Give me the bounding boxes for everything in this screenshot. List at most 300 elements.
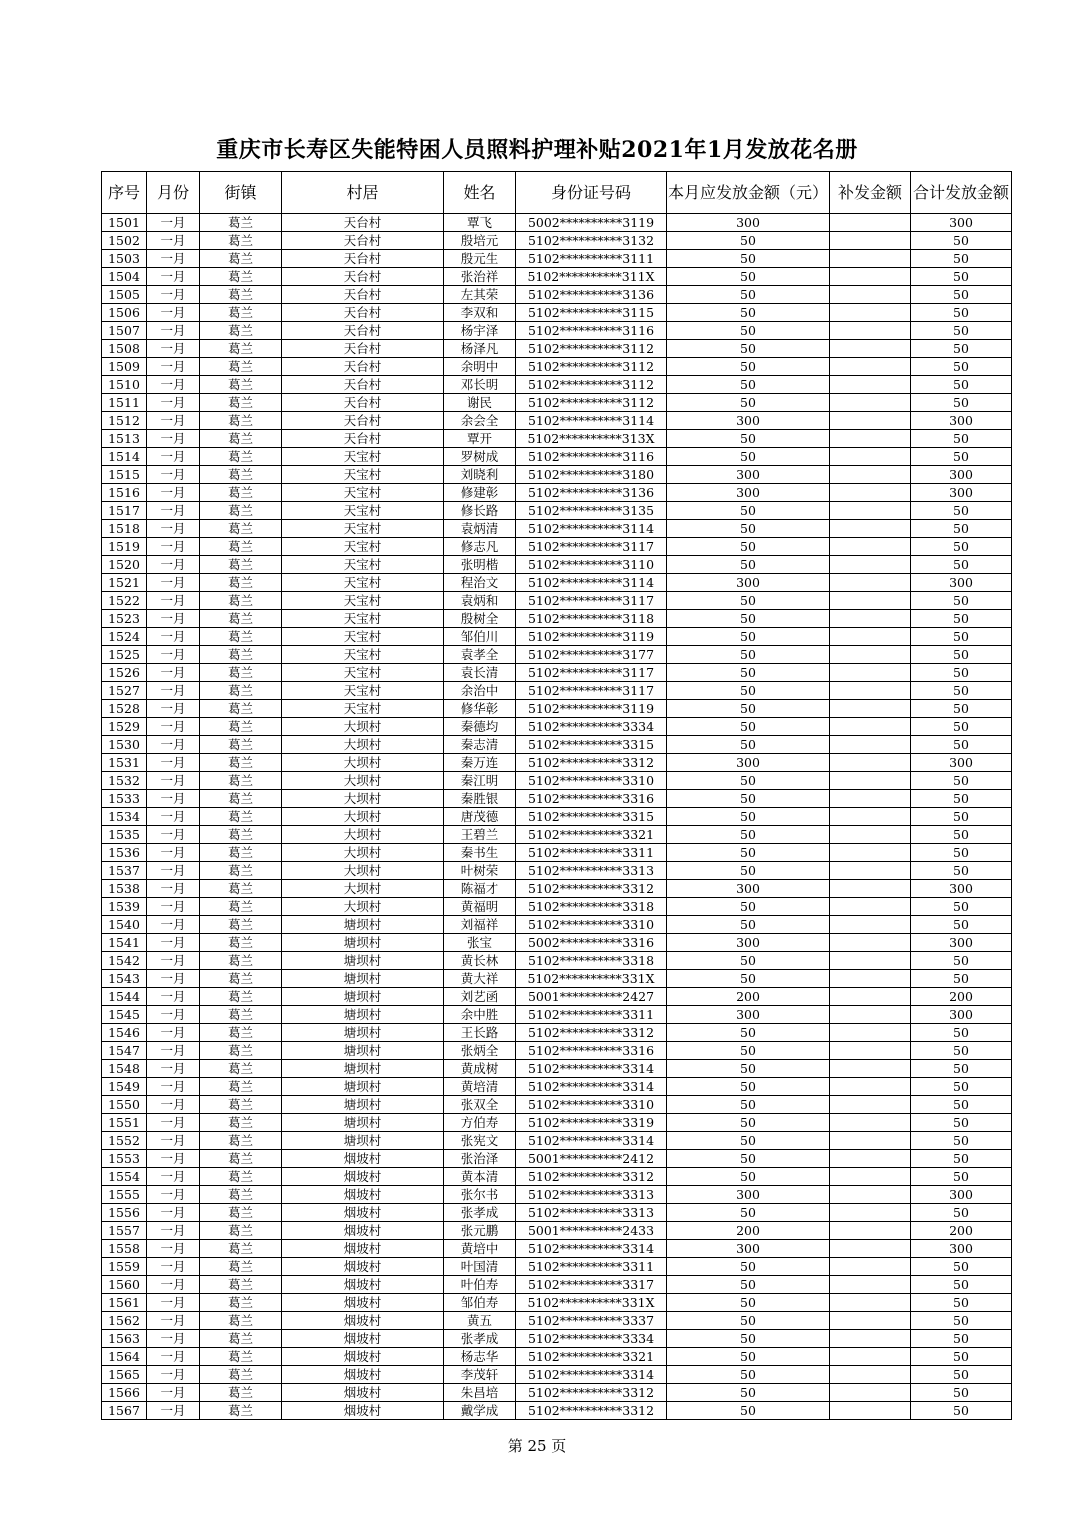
- village-cell: 烟坡村: [282, 1240, 444, 1258]
- total-cell: 50: [911, 1168, 1012, 1186]
- serial-cell: 1565: [102, 1366, 147, 1384]
- table-row: [102, 1222, 1012, 1240]
- name-cell: 杨泽凡: [444, 340, 516, 358]
- serial-cell: 1531: [102, 754, 147, 772]
- id-number-cell: 5102**********3316: [516, 790, 667, 808]
- serial-cell: 1524: [102, 628, 147, 646]
- town-cell: 葛兰: [200, 898, 282, 916]
- amount-due-cell: 50: [667, 664, 830, 682]
- table-row: [102, 1276, 1012, 1294]
- month-cell: 一月: [147, 988, 200, 1006]
- serial-cell: 1552: [102, 1132, 147, 1150]
- village-cell: 塘坝村: [282, 1024, 444, 1042]
- village-cell: 大坝村: [282, 844, 444, 862]
- table-row: [102, 358, 1012, 376]
- village-cell: 塘坝村: [282, 1114, 444, 1132]
- month-cell: 一月: [147, 1348, 200, 1366]
- total-cell: 50: [911, 376, 1012, 394]
- town-cell: 葛兰: [200, 1222, 282, 1240]
- village-cell: 大坝村: [282, 862, 444, 880]
- id-number-cell: 5102**********3315: [516, 808, 667, 826]
- serial-cell: 1502: [102, 232, 147, 250]
- id-number-cell: 5001**********2412: [516, 1150, 667, 1168]
- id-number-cell: 5002**********3316: [516, 934, 667, 952]
- supplement-cell: [830, 1168, 911, 1186]
- supplement-cell: [830, 790, 911, 808]
- name-cell: 刘艺函: [444, 988, 516, 1006]
- amount-due-cell: 50: [667, 1366, 830, 1384]
- amount-due-cell: 50: [667, 1114, 830, 1132]
- serial-cell: 1560: [102, 1276, 147, 1294]
- table-row: [102, 1006, 1012, 1024]
- amount-due-cell: 300: [667, 574, 830, 592]
- town-cell: 葛兰: [200, 286, 282, 304]
- village-cell: 烟坡村: [282, 1222, 444, 1240]
- name-cell: 修长路: [444, 502, 516, 520]
- serial-cell: 1508: [102, 340, 147, 358]
- table-row: [102, 1132, 1012, 1150]
- supplement-cell: [830, 592, 911, 610]
- village-cell: 塘坝村: [282, 934, 444, 952]
- month-cell: 一月: [147, 664, 200, 682]
- month-cell: 一月: [147, 790, 200, 808]
- name-cell: 余治中: [444, 682, 516, 700]
- village-cell: 烟坡村: [282, 1204, 444, 1222]
- table-row: [102, 538, 1012, 556]
- village-cell: 天宝村: [282, 664, 444, 682]
- amount-due-cell: 300: [667, 934, 830, 952]
- id-number-cell: 5102**********331X: [516, 970, 667, 988]
- name-cell: 余会全: [444, 412, 516, 430]
- table-row: [102, 448, 1012, 466]
- serial-cell: 1545: [102, 1006, 147, 1024]
- month-cell: 一月: [147, 844, 200, 862]
- month-cell: 一月: [147, 1150, 200, 1168]
- name-cell: 邹伯寿: [444, 1294, 516, 1312]
- town-cell: 葛兰: [200, 1096, 282, 1114]
- table-row: [102, 1312, 1012, 1330]
- amount-due-cell: 50: [667, 1060, 830, 1078]
- name-cell: 黄培清: [444, 1078, 516, 1096]
- id-number-cell: 5102**********311X: [516, 268, 667, 286]
- table-row: [102, 718, 1012, 736]
- month-cell: 一月: [147, 1168, 200, 1186]
- table-row: [102, 556, 1012, 574]
- village-cell: 塘坝村: [282, 1060, 444, 1078]
- col-header-id-number: 身份证号码: [516, 172, 667, 214]
- name-cell: 黄长林: [444, 952, 516, 970]
- name-cell: 张治泽: [444, 1150, 516, 1168]
- id-number-cell: 5102**********3112: [516, 358, 667, 376]
- supplement-cell: [830, 286, 911, 304]
- supplement-cell: [830, 358, 911, 376]
- table-row: [102, 646, 1012, 664]
- town-cell: 葛兰: [200, 268, 282, 286]
- id-number-cell: 5102**********331X: [516, 1294, 667, 1312]
- amount-due-cell: 50: [667, 232, 830, 250]
- table-row: [102, 988, 1012, 1006]
- table-row: [102, 592, 1012, 610]
- village-cell: 天宝村: [282, 700, 444, 718]
- total-cell: 50: [911, 1312, 1012, 1330]
- name-cell: 黄大祥: [444, 970, 516, 988]
- village-cell: 天台村: [282, 268, 444, 286]
- amount-due-cell: 50: [667, 916, 830, 934]
- month-cell: 一月: [147, 700, 200, 718]
- supplement-cell: [830, 394, 911, 412]
- month-cell: 一月: [147, 1204, 200, 1222]
- id-number-cell: 5102**********3118: [516, 610, 667, 628]
- id-number-cell: 5102**********3314: [516, 1078, 667, 1096]
- serial-cell: 1517: [102, 502, 147, 520]
- serial-cell: 1564: [102, 1348, 147, 1366]
- month-cell: 一月: [147, 502, 200, 520]
- serial-cell: 1527: [102, 682, 147, 700]
- name-cell: 张尔书: [444, 1186, 516, 1204]
- amount-due-cell: 50: [667, 376, 830, 394]
- total-cell: 300: [911, 412, 1012, 430]
- town-cell: 葛兰: [200, 1294, 282, 1312]
- table-row: [102, 628, 1012, 646]
- village-cell: 天宝村: [282, 538, 444, 556]
- total-cell: 50: [911, 664, 1012, 682]
- village-cell: 大坝村: [282, 772, 444, 790]
- village-cell: 大坝村: [282, 790, 444, 808]
- serial-cell: 1519: [102, 538, 147, 556]
- total-cell: 50: [911, 736, 1012, 754]
- town-cell: 葛兰: [200, 1132, 282, 1150]
- supplement-cell: [830, 1024, 911, 1042]
- serial-cell: 1533: [102, 790, 147, 808]
- village-cell: 天台村: [282, 250, 444, 268]
- serial-cell: 1563: [102, 1330, 147, 1348]
- total-cell: 50: [911, 538, 1012, 556]
- village-cell: 天宝村: [282, 628, 444, 646]
- supplement-cell: [830, 1006, 911, 1024]
- month-cell: 一月: [147, 1276, 200, 1294]
- town-cell: 葛兰: [200, 430, 282, 448]
- serial-cell: 1513: [102, 430, 147, 448]
- town-cell: 葛兰: [200, 214, 282, 232]
- amount-due-cell: 50: [667, 358, 830, 376]
- table-row: [102, 232, 1012, 250]
- total-cell: 50: [911, 1330, 1012, 1348]
- table-row: [102, 808, 1012, 826]
- serial-cell: 1537: [102, 862, 147, 880]
- col-header-serial: 序号: [102, 172, 147, 214]
- total-cell: 50: [911, 808, 1012, 826]
- table-row: [102, 826, 1012, 844]
- name-cell: 张治祥: [444, 268, 516, 286]
- serial-cell: 1536: [102, 844, 147, 862]
- name-cell: 余中胜: [444, 1006, 516, 1024]
- name-cell: 王长路: [444, 1024, 516, 1042]
- month-cell: 一月: [147, 394, 200, 412]
- name-cell: 黄本清: [444, 1168, 516, 1186]
- supplement-cell: [830, 1294, 911, 1312]
- serial-cell: 1556: [102, 1204, 147, 1222]
- amount-due-cell: 200: [667, 1222, 830, 1240]
- town-cell: 葛兰: [200, 466, 282, 484]
- month-cell: 一月: [147, 1240, 200, 1258]
- month-cell: 一月: [147, 1258, 200, 1276]
- total-cell: 50: [911, 1276, 1012, 1294]
- village-cell: 塘坝村: [282, 1006, 444, 1024]
- serial-cell: 1509: [102, 358, 147, 376]
- village-cell: 烟坡村: [282, 1348, 444, 1366]
- amount-due-cell: 300: [667, 466, 830, 484]
- village-cell: 大坝村: [282, 826, 444, 844]
- village-cell: 天台村: [282, 340, 444, 358]
- table-row: [102, 466, 1012, 484]
- name-cell: 秦德均: [444, 718, 516, 736]
- table-row: [102, 1114, 1012, 1132]
- supplement-cell: [830, 844, 911, 862]
- total-cell: 50: [911, 268, 1012, 286]
- month-cell: 一月: [147, 1078, 200, 1096]
- village-cell: 天宝村: [282, 574, 444, 592]
- name-cell: 张宝: [444, 934, 516, 952]
- supplement-cell: [830, 268, 911, 286]
- total-cell: 200: [911, 1222, 1012, 1240]
- village-cell: 天台村: [282, 214, 444, 232]
- table-row: [102, 250, 1012, 268]
- id-number-cell: 5102**********3116: [516, 322, 667, 340]
- amount-due-cell: 50: [667, 1330, 830, 1348]
- page-number: 第 25 页: [507, 1437, 567, 1455]
- name-cell: 张炳全: [444, 1042, 516, 1060]
- month-cell: 一月: [147, 628, 200, 646]
- town-cell: 葛兰: [200, 1114, 282, 1132]
- table-row: [102, 484, 1012, 502]
- total-cell: 50: [911, 304, 1012, 322]
- supplement-cell: [830, 1402, 911, 1420]
- table-row: [102, 1204, 1012, 1222]
- table-row: [102, 700, 1012, 718]
- name-cell: 袁孝全: [444, 646, 516, 664]
- town-cell: 葛兰: [200, 1078, 282, 1096]
- table-row: [102, 736, 1012, 754]
- supplement-cell: [830, 1078, 911, 1096]
- town-cell: 葛兰: [200, 1276, 282, 1294]
- name-cell: 黄福明: [444, 898, 516, 916]
- table-row: [102, 1096, 1012, 1114]
- serial-cell: 1553: [102, 1150, 147, 1168]
- id-number-cell: 5102**********3314: [516, 1240, 667, 1258]
- month-cell: 一月: [147, 1132, 200, 1150]
- serial-cell: 1567: [102, 1402, 147, 1420]
- name-cell: 秦江明: [444, 772, 516, 790]
- id-number-cell: 5102**********3321: [516, 826, 667, 844]
- amount-due-cell: 50: [667, 502, 830, 520]
- table-row: [102, 214, 1012, 232]
- month-cell: 一月: [147, 808, 200, 826]
- name-cell: 邓长明: [444, 376, 516, 394]
- table-row: [102, 610, 1012, 628]
- total-cell: 50: [911, 1060, 1012, 1078]
- month-cell: 一月: [147, 214, 200, 232]
- town-cell: 葛兰: [200, 322, 282, 340]
- id-number-cell: 5102**********3177: [516, 646, 667, 664]
- total-cell: 50: [911, 1402, 1012, 1420]
- town-cell: 葛兰: [200, 862, 282, 880]
- amount-due-cell: 50: [667, 1024, 830, 1042]
- month-cell: 一月: [147, 772, 200, 790]
- serial-cell: 1515: [102, 466, 147, 484]
- name-cell: 方伯寿: [444, 1114, 516, 1132]
- supplement-cell: [830, 1330, 911, 1348]
- month-cell: 一月: [147, 484, 200, 502]
- serial-cell: 1522: [102, 592, 147, 610]
- serial-cell: 1557: [102, 1222, 147, 1240]
- serial-cell: 1521: [102, 574, 147, 592]
- serial-cell: 1514: [102, 448, 147, 466]
- id-number-cell: 5102**********3119: [516, 700, 667, 718]
- id-number-cell: 5102**********3318: [516, 952, 667, 970]
- name-cell: 左其荣: [444, 286, 516, 304]
- table-row: [102, 862, 1012, 880]
- serial-cell: 1516: [102, 484, 147, 502]
- village-cell: 天台村: [282, 358, 444, 376]
- supplement-cell: [830, 556, 911, 574]
- col-header-amount-due: 本月应发放金额（元）: [667, 172, 830, 214]
- id-number-cell: 5102**********3111: [516, 250, 667, 268]
- name-cell: 秦胜银: [444, 790, 516, 808]
- id-number-cell: 5102**********3116: [516, 448, 667, 466]
- id-number-cell: 5102**********3110: [516, 556, 667, 574]
- town-cell: 葛兰: [200, 1186, 282, 1204]
- amount-due-cell: 50: [667, 826, 830, 844]
- total-cell: 50: [911, 1258, 1012, 1276]
- table-row: [102, 574, 1012, 592]
- id-number-cell: 5102**********3314: [516, 1132, 667, 1150]
- month-cell: 一月: [147, 826, 200, 844]
- total-cell: 50: [911, 1366, 1012, 1384]
- serial-cell: 1549: [102, 1078, 147, 1096]
- table-row: [102, 880, 1012, 898]
- name-cell: 唐茂德: [444, 808, 516, 826]
- name-cell: 黄培中: [444, 1240, 516, 1258]
- table-row: [102, 412, 1012, 430]
- amount-due-cell: 50: [667, 592, 830, 610]
- total-cell: 300: [911, 466, 1012, 484]
- id-number-cell: 5102**********3337: [516, 1312, 667, 1330]
- supplement-cell: [830, 304, 911, 322]
- month-cell: 一月: [147, 1096, 200, 1114]
- total-cell: 300: [911, 574, 1012, 592]
- supplement-cell: [830, 1384, 911, 1402]
- name-cell: 张宪文: [444, 1132, 516, 1150]
- month-cell: 一月: [147, 1222, 200, 1240]
- town-cell: 葛兰: [200, 1150, 282, 1168]
- total-cell: 50: [911, 502, 1012, 520]
- amount-due-cell: 50: [667, 736, 830, 754]
- id-number-cell: 5102**********3180: [516, 466, 667, 484]
- town-cell: 葛兰: [200, 376, 282, 394]
- month-cell: 一月: [147, 412, 200, 430]
- serial-cell: 1562: [102, 1312, 147, 1330]
- id-number-cell: 5102**********3132: [516, 232, 667, 250]
- amount-due-cell: 50: [667, 1402, 830, 1420]
- id-number-cell: 5102**********3315: [516, 736, 667, 754]
- serial-cell: 1546: [102, 1024, 147, 1042]
- village-cell: 天宝村: [282, 556, 444, 574]
- total-cell: 300: [911, 214, 1012, 232]
- table-row: [102, 952, 1012, 970]
- town-cell: 葛兰: [200, 1006, 282, 1024]
- col-header-name: 姓名: [444, 172, 516, 214]
- village-cell: 烟坡村: [282, 1150, 444, 1168]
- table-row: [102, 1240, 1012, 1258]
- total-cell: 50: [911, 862, 1012, 880]
- supplement-cell: [830, 898, 911, 916]
- id-number-cell: 5102**********3318: [516, 898, 667, 916]
- total-cell: 50: [911, 844, 1012, 862]
- serial-cell: 1541: [102, 934, 147, 952]
- id-number-cell: 5102**********3316: [516, 1042, 667, 1060]
- id-number-cell: 5102**********3115: [516, 304, 667, 322]
- town-cell: 葛兰: [200, 448, 282, 466]
- name-cell: 张双全: [444, 1096, 516, 1114]
- id-number-cell: 5102**********3317: [516, 1276, 667, 1294]
- town-cell: 葛兰: [200, 1384, 282, 1402]
- serial-cell: 1525: [102, 646, 147, 664]
- total-cell: 300: [911, 1240, 1012, 1258]
- id-number-cell: 5102**********3310: [516, 772, 667, 790]
- col-header-month: 月份: [147, 172, 200, 214]
- month-cell: 一月: [147, 268, 200, 286]
- month-cell: 一月: [147, 358, 200, 376]
- supplement-cell: [830, 826, 911, 844]
- total-cell: 50: [911, 1096, 1012, 1114]
- amount-due-cell: 50: [667, 268, 830, 286]
- supplement-cell: [830, 232, 911, 250]
- name-cell: 殷元生: [444, 250, 516, 268]
- serial-cell: 1544: [102, 988, 147, 1006]
- month-cell: 一月: [147, 1114, 200, 1132]
- table-row: [102, 1366, 1012, 1384]
- amount-due-cell: 50: [667, 628, 830, 646]
- supplement-cell: [830, 610, 911, 628]
- table-row: [102, 1186, 1012, 1204]
- name-cell: 邹伯川: [444, 628, 516, 646]
- town-cell: 葛兰: [200, 844, 282, 862]
- name-cell: 张孝成: [444, 1330, 516, 1348]
- village-cell: 塘坝村: [282, 1096, 444, 1114]
- amount-due-cell: 50: [667, 304, 830, 322]
- supplement-cell: [830, 1150, 911, 1168]
- village-cell: 天台村: [282, 412, 444, 430]
- village-cell: 塘坝村: [282, 1042, 444, 1060]
- table-row: [102, 934, 1012, 952]
- supplement-cell: [830, 1204, 911, 1222]
- table-row: [102, 1168, 1012, 1186]
- total-cell: 50: [911, 394, 1012, 412]
- total-cell: 50: [911, 970, 1012, 988]
- serial-cell: 1548: [102, 1060, 147, 1078]
- town-cell: 葛兰: [200, 880, 282, 898]
- table-row: [102, 772, 1012, 790]
- name-cell: 李双和: [444, 304, 516, 322]
- table-row: [102, 1024, 1012, 1042]
- month-cell: 一月: [147, 340, 200, 358]
- amount-due-cell: 50: [667, 610, 830, 628]
- supplement-cell: [830, 646, 911, 664]
- total-cell: 50: [911, 286, 1012, 304]
- name-cell: 张明楷: [444, 556, 516, 574]
- village-cell: 天宝村: [282, 484, 444, 502]
- amount-due-cell: 50: [667, 862, 830, 880]
